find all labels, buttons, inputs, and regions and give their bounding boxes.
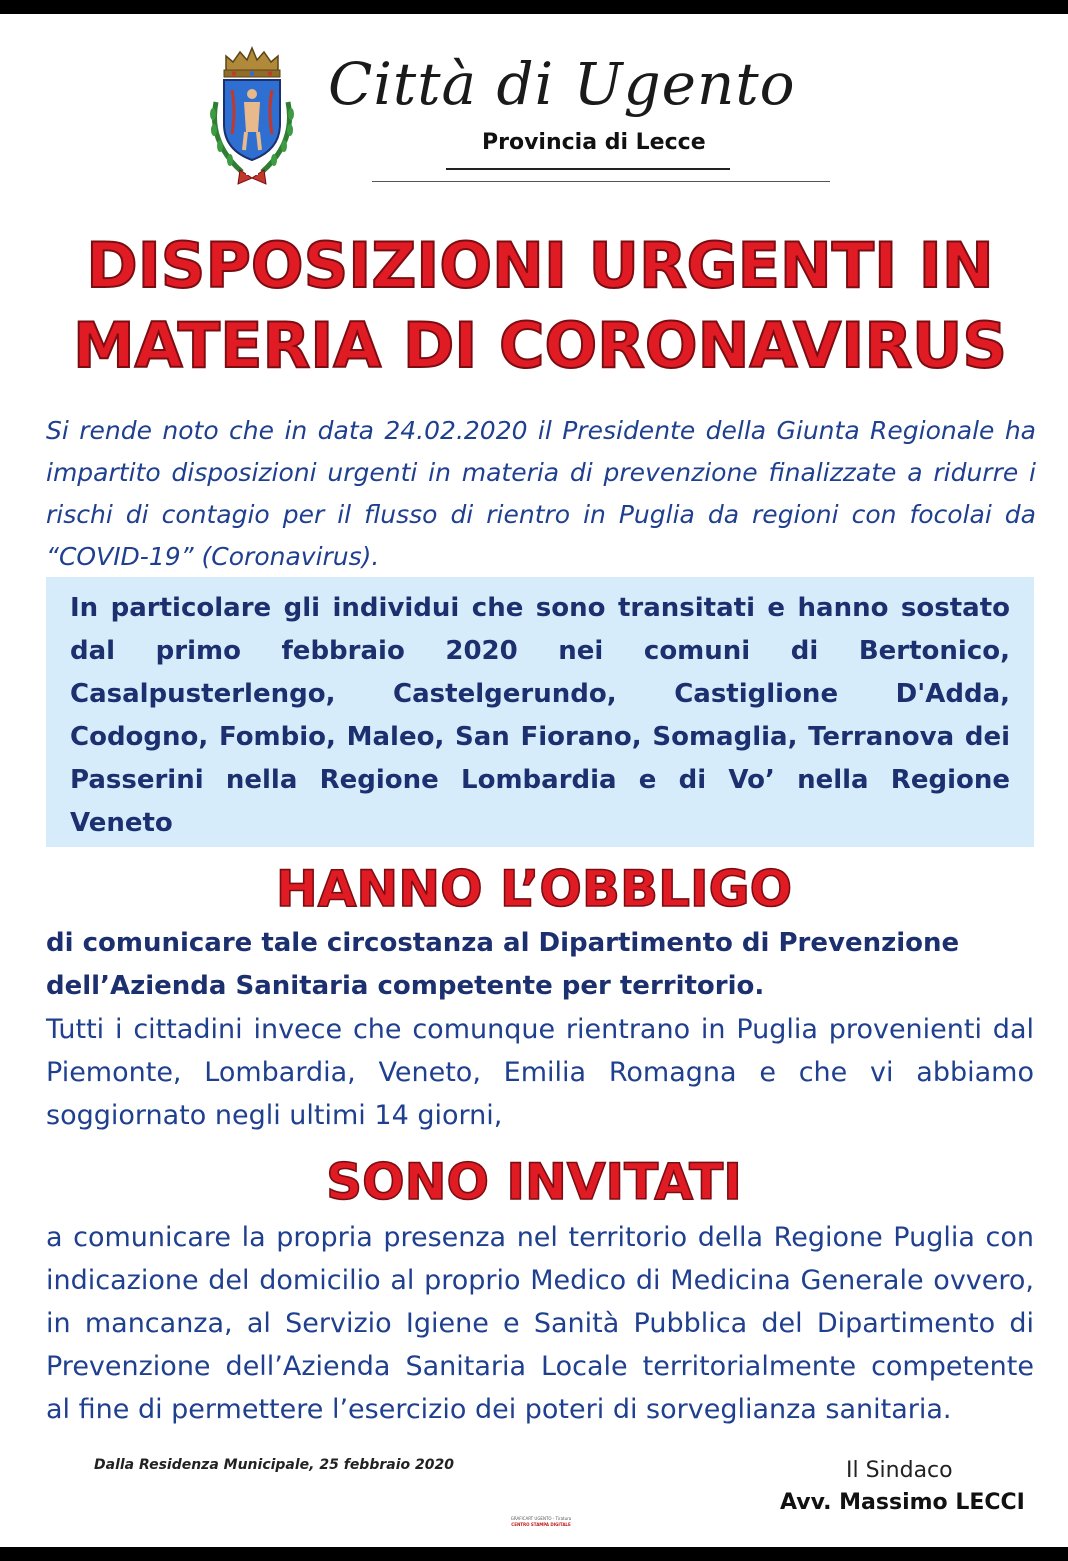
citizens-paragraph: Tutti i cittadini invece che comunque rientrano in Puglia provenienti dal Piemonte, Lombardia, Veneto, Emilia Romagna e che vi abbiamo soggiornato negli ultimi 14 giorni,	[46, 1014, 1034, 1131]
header-divider-thin	[372, 181, 830, 182]
obbligo-text: di comunicare tale circostanza al Dipartimento di Prevenzione dell’Azienda Sanitaria competente per territorio.	[46, 928, 960, 1001]
mayor-title: Il Sindaco	[846, 1458, 953, 1483]
bottom-border	[0, 1547, 1068, 1561]
header-divider	[446, 168, 730, 170]
highlight-text: In particolare gli individui che sono transitati e hanno sostato dal primo febbraio 2020 nei comuni di Bertonico, Casalpusterlengo, Castelgerundo, Castiglione D'Adda, Codogno, Fombio, Maleo, San Fiorano, Somaglia, Terranova dei Passerini nella Regione Lombardia e di Vo’ nella Regione Veneto	[70, 593, 1010, 838]
printer-credit-line-1: GRAFICART UGENTO - Tiratura	[510, 1516, 572, 1521]
main-title-line-2: MATERIA DI CORONAVIRUS	[72, 309, 1008, 382]
main-title-line-1: DISPOSIZIONI URGENTI IN	[86, 229, 994, 302]
mayor-name: Avv. Massimo LECCI	[780, 1490, 1025, 1515]
intro-paragraph: Si rende noto che in data 24.02.2020 il Presidente della Giunta Regionale ha impartito disposizioni urgenti in materia di prevenzione finalizzate a ridurre i rischi di contagio per il flusso di rientro in Puglia da regioni con focolai da “COVID-19” (Coronavirus).	[46, 416, 1036, 571]
residence-date: Dalla Residenza Municipale, 25 febbraio 2020	[94, 1457, 454, 1473]
highlight-box	[46, 577, 1034, 847]
province-label: Provincia di Lecce	[482, 130, 706, 155]
invitati-heading: SONO INVITATI	[326, 1153, 742, 1211]
city-title: Città di Ugento	[328, 50, 796, 118]
printer-credit	[498, 1516, 584, 1528]
main-title	[40, 226, 1040, 386]
coat-of-arms-icon	[202, 42, 302, 192]
printer-credit-line-2: CENTRO STAMPA DIGITALE	[511, 1522, 571, 1527]
invitati-paragraph: a comunicare la propria presenza nel territorio della Regione Puglia con indicazione del domicilio al proprio Medico di Medicina Generale ovvero, in mancanza, al Servizio Igiene e Sanità Pubblica del Dipartimento di Prevenzione dell’Azienda Sanitaria Locale territorialmente competente al fine di permettere l’esercizio dei poteri di sorveglianza sanitaria.	[46, 1222, 1034, 1425]
obbligo-heading: HANNO L’OBBLIGO	[275, 860, 793, 918]
